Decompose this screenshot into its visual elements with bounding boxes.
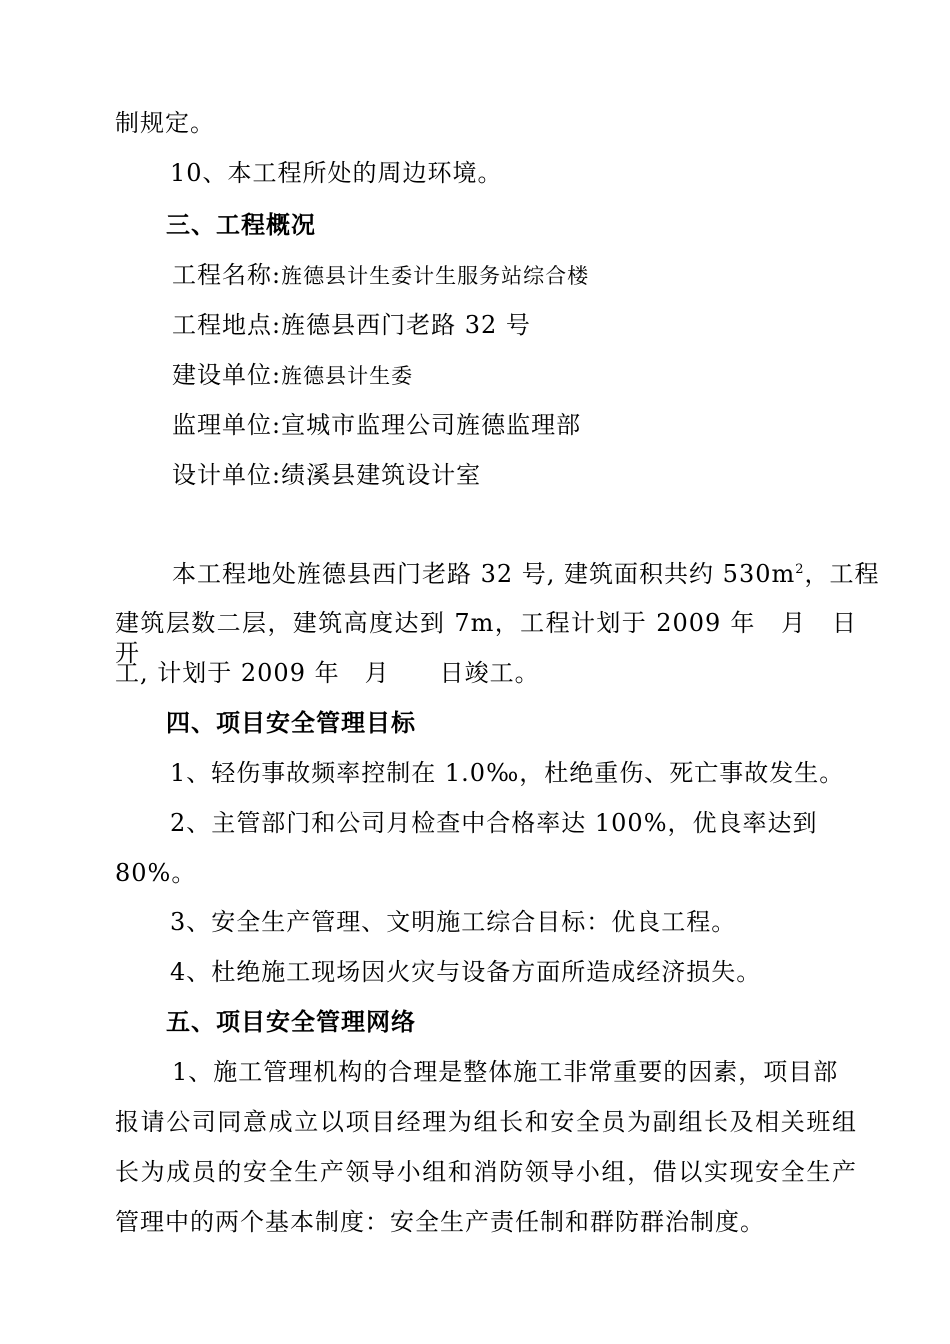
section-heading-4: 四、项目安全管理目标 bbox=[166, 709, 416, 737]
field-label: 建设单位: bbox=[172, 361, 282, 389]
overview-text: ，工程 bbox=[804, 560, 880, 588]
intro-line: 制规定。 bbox=[115, 109, 215, 137]
target-item-4: 4、杜绝施工现场因火灾与设备方面所造成经济损失。 bbox=[170, 958, 762, 986]
overview-text: 本工程地处旌德县西门老路 32 号, 建筑面积共约 530m bbox=[172, 560, 796, 588]
section-heading-5: 五、项目安全管理网络 bbox=[166, 1008, 416, 1036]
field-project-name bbox=[172, 260, 589, 291]
list-item-10: 10、本工程所处的周边环境。 bbox=[170, 159, 503, 187]
field-label: 监理单位: bbox=[172, 411, 282, 439]
field-construction-unit bbox=[172, 360, 413, 391]
overview-paragraph-line-2: 建筑层数二层，建筑高度达到 7m，工程计划于 2009 年 月 日开 bbox=[115, 609, 857, 667]
field-design-unit bbox=[172, 460, 481, 490]
field-value: 宣城市监理公司旌德监理部 bbox=[281, 411, 582, 439]
field-label: 工程地点: bbox=[172, 311, 282, 339]
field-value: 旌德县计生委计生服务站综合楼 bbox=[281, 264, 590, 288]
target-item-2-line-2: 80%。 bbox=[115, 859, 197, 887]
field-supervision-unit bbox=[172, 410, 581, 440]
network-paragraph-line-4: 管理中的两个基本制度：安全生产责任制和群防群治制度。 bbox=[115, 1208, 765, 1236]
superscript-2: 2 bbox=[795, 562, 805, 577]
field-value: 绩溪县建筑设计室 bbox=[281, 461, 482, 489]
overview-paragraph-line-3: 工, 计划于 2009 年 月 日竣工。 bbox=[115, 659, 540, 687]
target-item-2-line-1: 2、主管部门和公司月检查中合格率达 100%，优良率达到 bbox=[170, 809, 818, 837]
field-label: 工程名称: bbox=[172, 261, 282, 289]
target-item-3: 3、安全生产管理、文明施工综合目标：优良工程。 bbox=[170, 908, 737, 936]
network-paragraph-line-3: 长为成员的安全生产领导小组和消防领导小组，借以实现安全生产 bbox=[115, 1158, 857, 1186]
field-value: 旌德县计生委 bbox=[281, 364, 414, 388]
section-heading-3: 三、工程概况 bbox=[166, 211, 316, 239]
network-paragraph-line-2: 报请公司同意成立以项目经理为组长和安全员为副组长及相关班组 bbox=[115, 1108, 857, 1136]
target-item-1: 1、轻伤事故频率控制在 1.0‰，杜绝重伤、死亡事故发生。 bbox=[170, 759, 845, 787]
network-paragraph-line-1: 1、施工管理机构的合理是整体施工非常重要的因素，项目部 bbox=[172, 1058, 839, 1086]
field-value: 旌德县西门老路 32 号 bbox=[281, 311, 531, 339]
field-project-location bbox=[172, 310, 531, 340]
field-label: 设计单位: bbox=[172, 461, 282, 489]
overview-paragraph-line-1 bbox=[172, 559, 880, 589]
